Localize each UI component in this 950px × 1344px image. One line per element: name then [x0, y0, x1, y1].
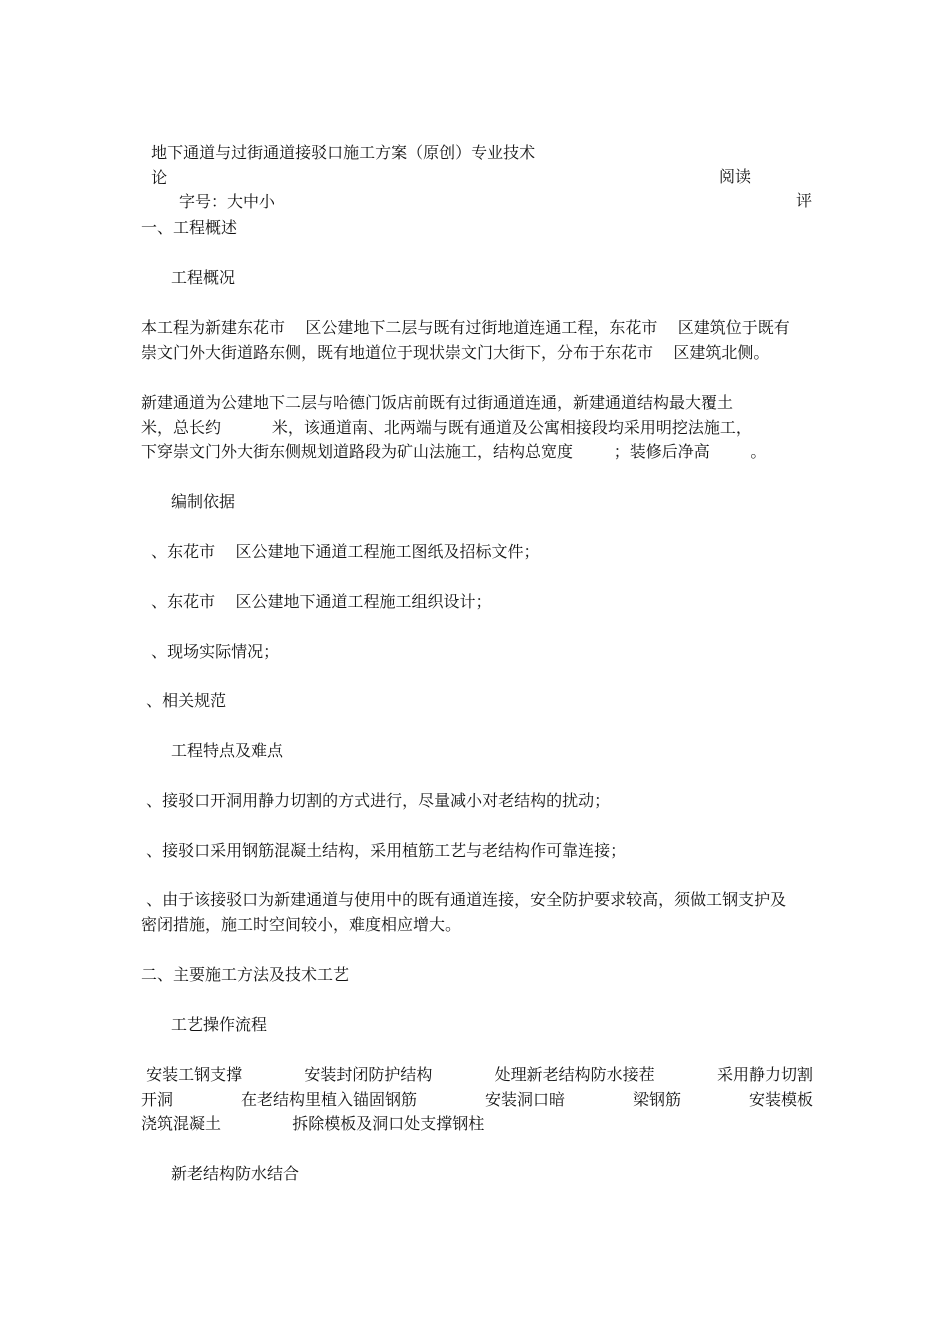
subheading-basis: 编制依据 [171, 492, 236, 511]
difficulty-item-2: 、接驳口采用钢筋混凝土结构，采用植筋工艺与老结构作可靠连接； [141, 841, 627, 860]
process-flow-line-2 [141, 1088, 813, 1112]
comment-link-part1[interactable]: 评 [796, 191, 813, 210]
difficulty-item-3-line-1: 、由于该接驳口为新建通道与使用中的既有通道连接，安全防护要求较高，须做工钢支护及 [141, 890, 787, 909]
process-flow-line-1 [141, 1063, 813, 1087]
comment-link-part2[interactable]: 论 [151, 168, 168, 187]
basis-item-4: 、相关规范 [141, 691, 227, 710]
flow-step: 采用静力切割 [716, 1065, 813, 1084]
subheading-difficulties: 工程特点及难点 [171, 741, 284, 760]
flow-step: 梁钢筋 [632, 1090, 681, 1109]
paragraph-2-line-3: 下穿崇文门外大街东侧规划道路段为矿山法施工，结构总宽度 ；装修后净高 。 [141, 442, 767, 461]
paragraph-2-line-1: 新建通道为公建地下二层与哈德门饭店前既有过街通道连通，新建通道结构最大覆土 [141, 393, 734, 412]
subheading-overview: 工程概况 [171, 268, 236, 287]
font-size-selector[interactable]: 字号：大中小 [179, 192, 276, 211]
paragraph-1-line-2: 崇文门外大街道路东侧，既有地道位于现状崇文门大街下，分布于东花市 区建筑北侧。 [141, 343, 770, 362]
basis-item-3: 、现场实际情况； [141, 642, 280, 661]
process-flow-line-3: 浇筑混凝土 拆除模板及洞口处支撑钢柱 [141, 1114, 485, 1133]
flow-step: 安装封闭防护结构 [304, 1065, 433, 1084]
subheading-process-flow: 工艺操作流程 [171, 1015, 268, 1034]
section-heading-1: 一、工程概述 [141, 218, 238, 237]
flow-step: 安装模板 [748, 1090, 813, 1109]
document-title: 地下通道与过街通道接驳口施工方案（原创）专业技术 [151, 143, 536, 162]
basis-item-1: 、东花市 区公建地下通道工程施工图纸及招标文件； [141, 542, 540, 561]
flow-step: 处理新老结构防水接茬 [494, 1065, 655, 1084]
section-heading-2: 二、主要施工方法及技术工艺 [141, 965, 350, 984]
difficulty-item-1: 、接驳口开洞用静力切割的方式进行，尽量减小对老结构的扰动； [141, 791, 611, 810]
paragraph-2-line-2: 米，总长约 米，该通道南、北两端与既有通道及公寓相接段均采用明挖法施工， [141, 418, 752, 437]
flow-step: 安装洞口暗 [484, 1090, 565, 1109]
read-link[interactable]: 阅读 [719, 167, 752, 186]
basis-item-2: 、东花市 区公建地下通道工程施工组织设计； [141, 592, 492, 611]
difficulty-item-3-line-2: 密闭措施，施工时空间较小，难度相应增大。 [141, 915, 462, 934]
flow-step: 开洞 [141, 1090, 174, 1109]
paragraph-1-line-1: 本工程为新建东花市 区公建地下二层与既有过街地道连通工程，东花市 区建筑位于既有 [141, 318, 790, 337]
header-second-line [141, 142, 813, 214]
flow-step: 在老结构里植入锚固钢筋 [240, 1090, 417, 1109]
flow-step: 安装工钢支撑 [141, 1065, 243, 1084]
subheading-waterproofing: 新老结构防水结合 [171, 1164, 300, 1183]
